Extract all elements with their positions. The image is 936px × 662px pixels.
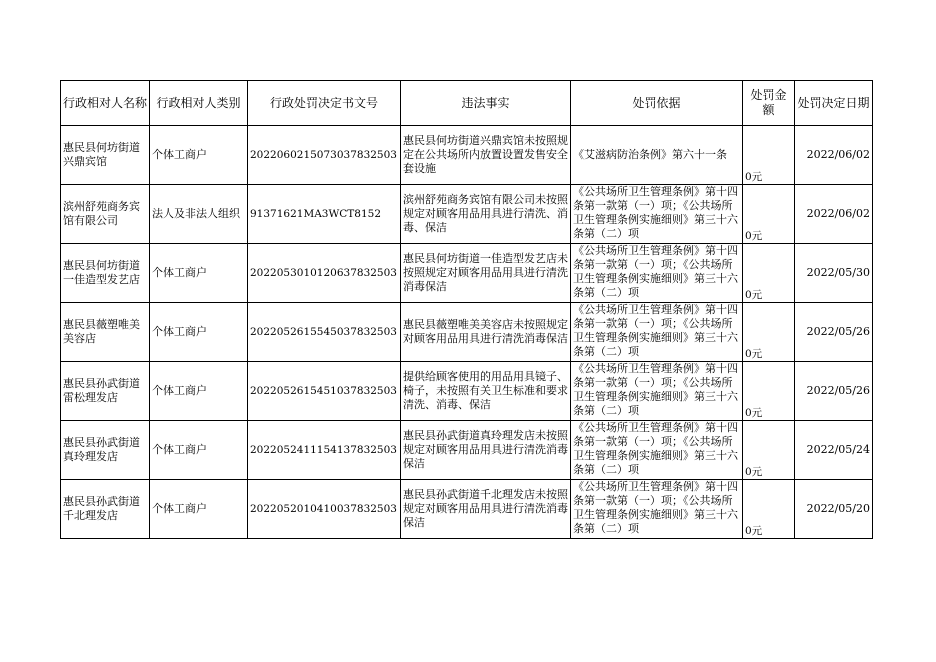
cell-amount: 0元 [743,185,795,244]
header-basis: 处罚依据 [571,81,743,126]
cell-doc-no: 20220526155450378325​03 [248,303,401,362]
cell-name: 惠民县何坊街道一佳造型发艺店 [61,244,150,303]
cell-date: 2022/05/20 [795,480,873,539]
cell-name: 惠民县孙武街道雷松理发店 [61,362,150,421]
cell-category: 个体工商户 [150,480,248,539]
cell-date: 2022/06/02 [795,126,873,185]
cell-date: 2022/05/26 [795,362,873,421]
header-amount: 处罚金额 [743,81,795,126]
cell-date: 2022/05/26 [795,303,873,362]
penalty-table [60,80,873,539]
header-category: 行政相对人类别 [150,81,248,126]
cell-basis: 《公共场所卫生管理条例》第十四条第一款第（一）项；《公共场所卫生管理条例实施细则》第三十六条第（二）项 [571,303,743,362]
cell-date: 2022/05/30 [795,244,873,303]
cell-doc-no: 20220530101206378325​03 [248,244,401,303]
table-row [61,244,873,303]
cell-category: 个体工商户 [150,244,248,303]
cell-doc-no: 20220526154510378325​03 [248,362,401,421]
cell-fact: 惠民县何坊街道一佳造型发艺店未按照规定对顾客用品用具进行清洗消毒保洁 [401,244,571,303]
cell-category: 个体工商户 [150,362,248,421]
table-row [61,421,873,480]
cell-fact: 惠民县薇塑唯美美容店未按照规定对顾客用品用具进行清洗消毒保洁 [401,303,571,362]
cell-amount: 0元 [743,480,795,539]
cell-basis: 《艾滋病防治条例》第六十一条 [571,126,743,185]
cell-basis: 《公共场所卫生管理条例》第十四条第一款第（一）项；《公共场所卫生管理条例实施细则》第三十六条第（二）项 [571,185,743,244]
cell-doc-no: 91371621MA3WCT8152 [248,185,401,244]
cell-category: 个体工商户 [150,303,248,362]
cell-basis: 《公共场所卫生管理条例》第十四条第一款第（一）项；《公共场所卫生管理条例实施细则》第三十六条第（二）项 [571,480,743,539]
cell-name: 惠民县孙武街道千北理发店 [61,480,150,539]
cell-name: 惠民县薇塑唯美美容店 [61,303,150,362]
header-doc-no: 行政处罚决定书文号 [248,81,401,126]
cell-amount: 0元 [743,421,795,480]
cell-category: 个体工商户 [150,421,248,480]
cell-doc-no: 20220524111541378325​03 [248,421,401,480]
table-row [61,362,873,421]
cell-category: 个体工商户 [150,126,248,185]
cell-amount: 0元 [743,244,795,303]
cell-amount: 0元 [743,362,795,421]
cell-amount: 0元 [743,303,795,362]
header-date: 处罚决定日期 [795,81,873,126]
cell-fact: 惠民县何坊街道兴鼎宾馆未按照规定在公共场所内放置设置发售安全套设施 [401,126,571,185]
cell-date: 2022/05/24 [795,421,873,480]
cell-category: 法人及非法人组织 [150,185,248,244]
cell-amount: 0元 [743,126,795,185]
cell-fact: 滨州舒苑商务宾馆有限公司未按照规定对顾客用品用具进行清洗、消毒、保洁 [401,185,571,244]
table-row [61,126,873,185]
cell-name: 滨州舒苑商务宾馆有限公司 [61,185,150,244]
cell-basis: 《公共场所卫生管理条例》第十四条第一款第（一）项；《公共场所卫生管理条例实施细则》第三十六条第（二）项 [571,421,743,480]
cell-basis: 《公共场所卫生管理条例》第十四条第一款第（一）项；《公共场所卫生管理条例实施细则》第三十六条第（二）项 [571,362,743,421]
table-row [61,480,873,539]
cell-fact: 惠民县孙武街道千北理发店未按照规定对顾客用品用具进行清洗消毒保洁 [401,480,571,539]
header-name: 行政相对人名称 [61,81,150,126]
cell-date: 2022/06/02 [795,185,873,244]
cell-doc-no: 20220520104100378325​03 [248,480,401,539]
header-fact: 违法事实 [401,81,571,126]
header-row [61,81,873,126]
cell-name: 惠民县何坊街道兴鼎宾馆 [61,126,150,185]
table-row [61,303,873,362]
cell-doc-no: 20220602150730378325​03 [248,126,401,185]
cell-fact: 提供给顾客使用的用品用具镜子、椅子，未按照有关卫生标准和要求清洗、消毒、保洁 [401,362,571,421]
cell-name: 惠民县孙武街道真玲理发店 [61,421,150,480]
cell-basis: 《公共场所卫生管理条例》第十四条第一款第（一）项；《公共场所卫生管理条例实施细则》第三十六条第（二）项 [571,244,743,303]
table-row [61,185,873,244]
cell-fact: 惠民县孙武街道真玲理发店未按照规定对顾客用品用具进行清洗消毒保洁 [401,421,571,480]
